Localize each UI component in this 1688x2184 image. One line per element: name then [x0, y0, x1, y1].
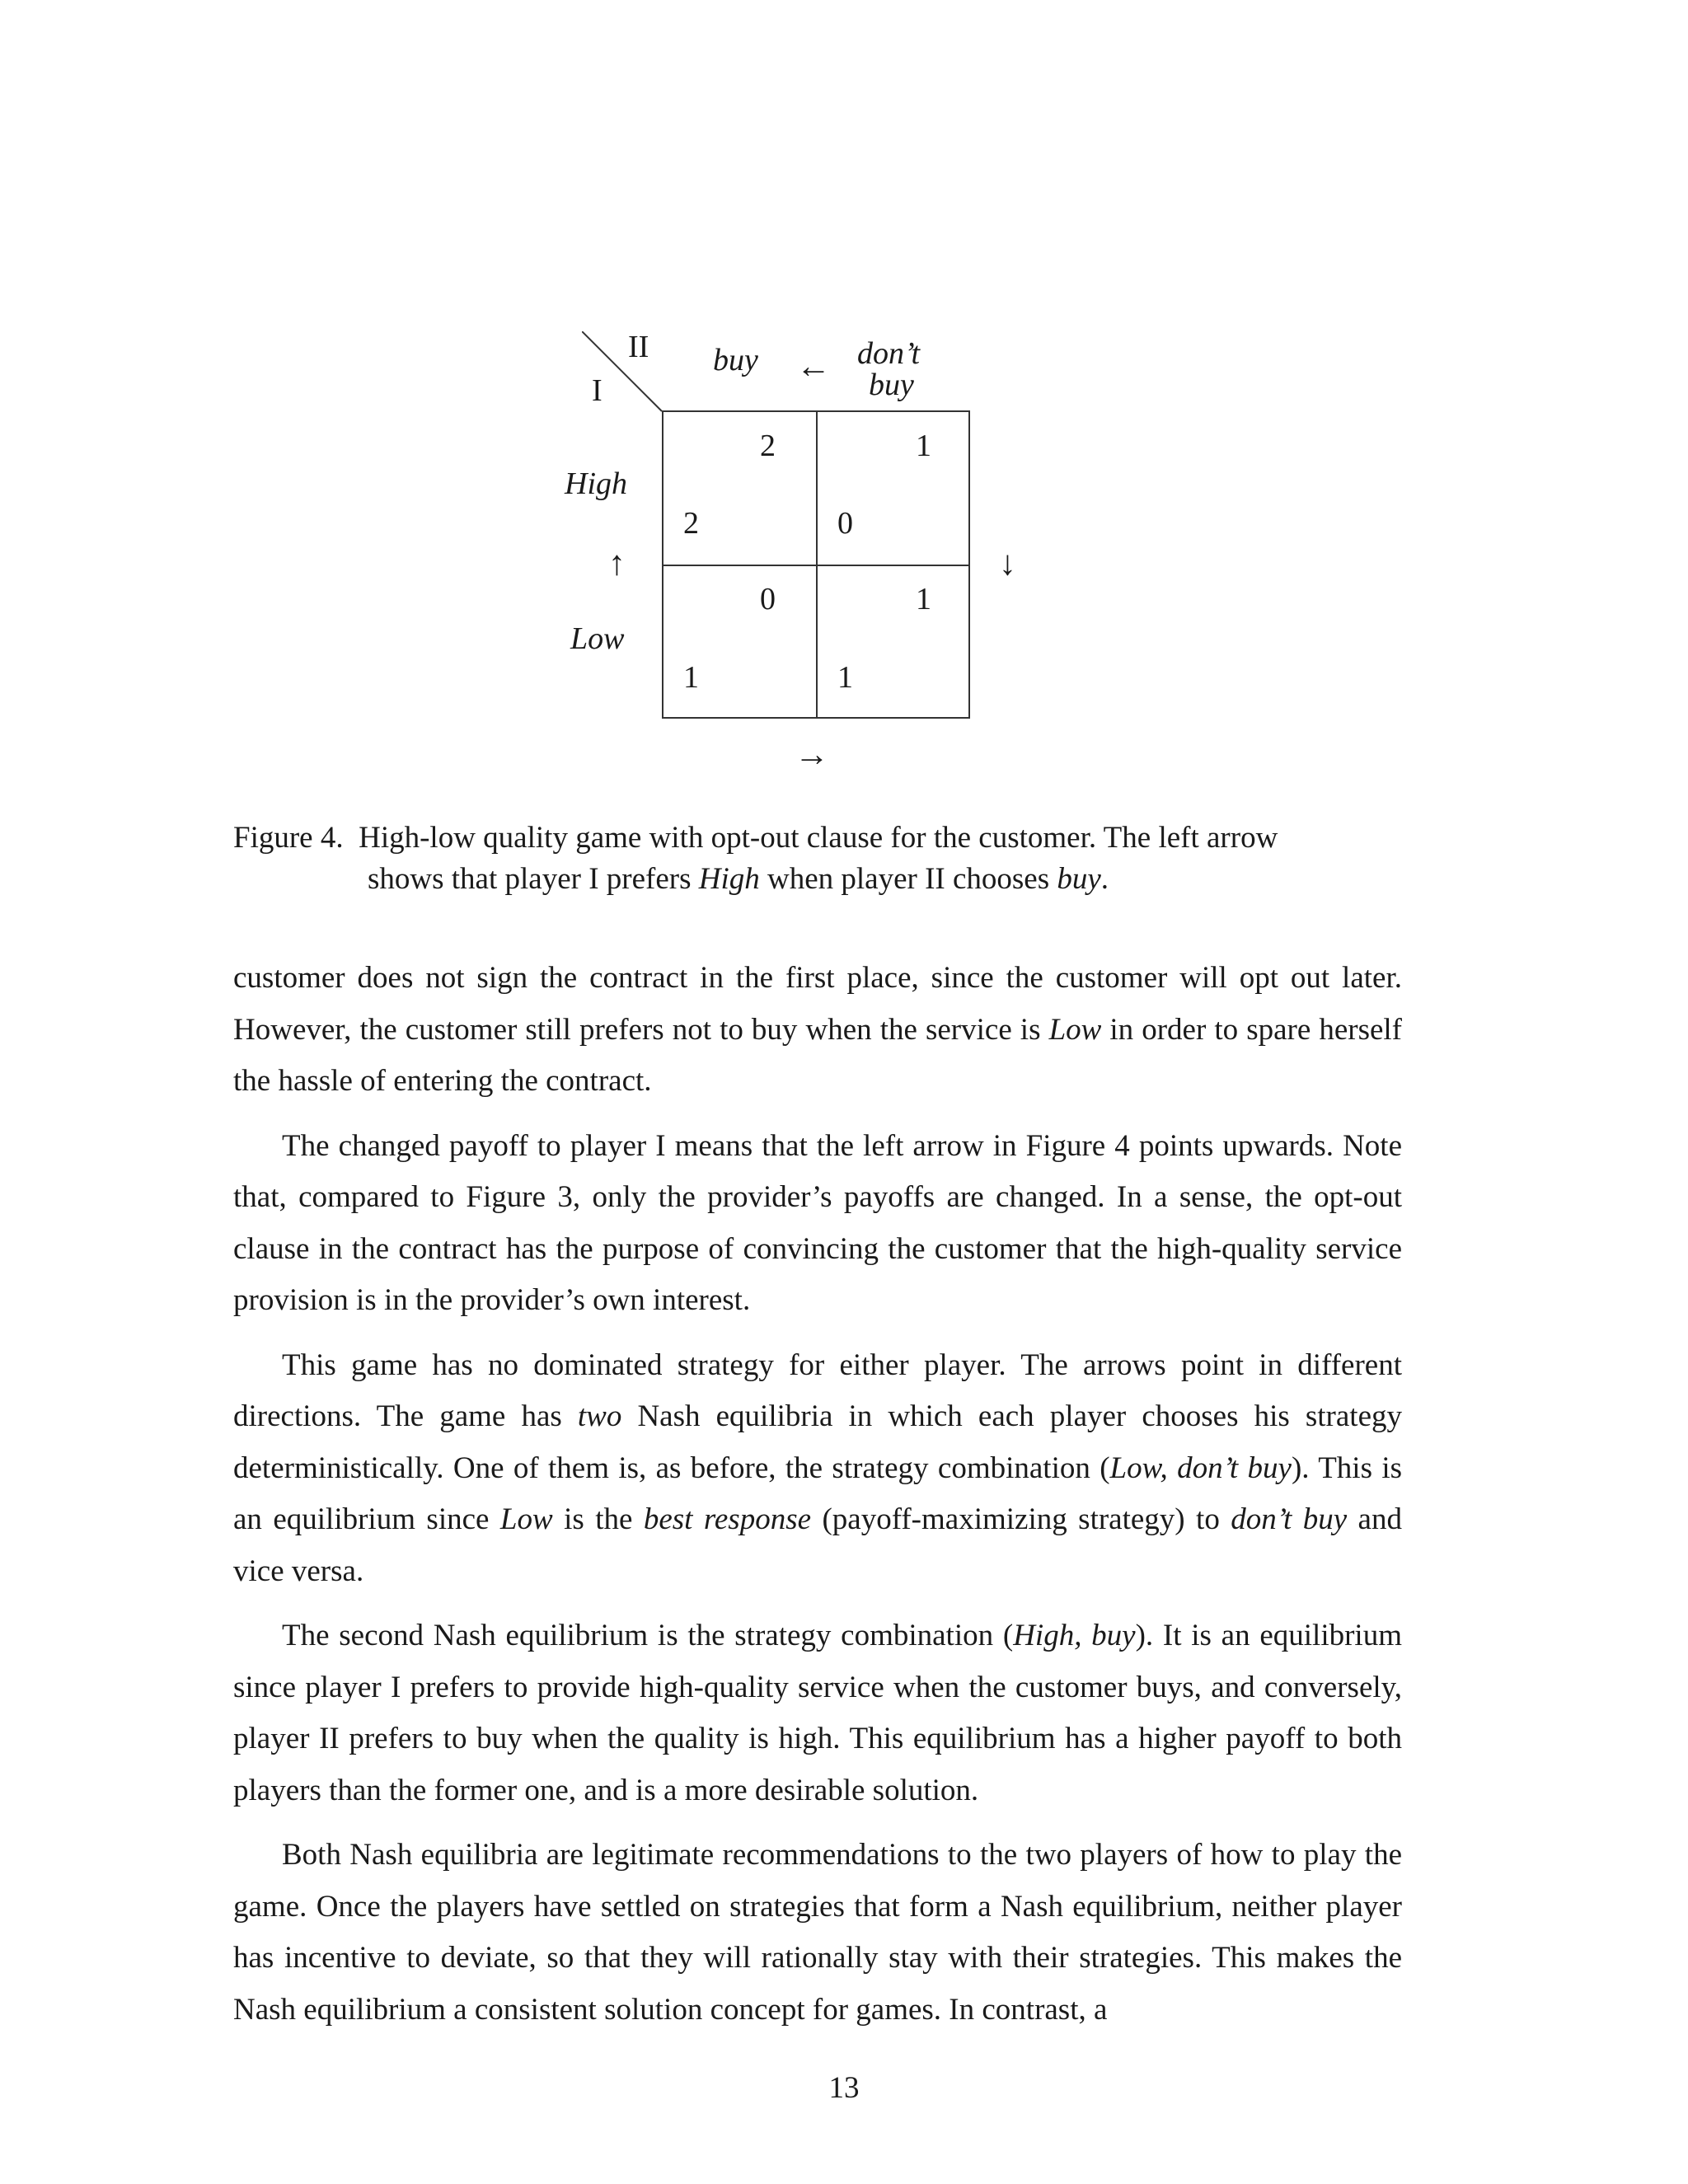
caption-line-2	[233, 859, 1404, 900]
caption-label: Figure 4.	[233, 821, 344, 855]
p3-e: (payoff-maximizing strategy) to	[811, 1502, 1231, 1536]
p3-low-dont-buy: Low, don’t buy	[1109, 1451, 1292, 1485]
column-player-label: II	[628, 330, 649, 364]
payoff-high-buy-player-I: 2	[683, 506, 699, 541]
paragraph-5: Both Nash equilibria are legitimate recommendations to the two players of how to play the game. Once the players have settled on strategies that form a Nash equilibrium, neither player has incentive to deviate, so that they will rationally stay with their strategies. This makes the Nash equilibrium a consistent solution concept for games. In contrast, a	[233, 1838, 1402, 2027]
payoff-low-buy-player-I: 1	[683, 660, 699, 695]
caption-high: High	[698, 862, 760, 896]
p3-f: and vice versa.	[233, 1502, 1402, 1588]
p3-c: ). This is an equilibrium since	[233, 1451, 1402, 1536]
column-strategy-buy: buy	[713, 343, 758, 377]
bottom-arrow-right: →	[795, 736, 829, 774]
p3-best-response: best response	[643, 1502, 812, 1536]
paragraph-2: The changed payoff to player I means that the left arrow in Figure 4 points upwards. Note that, compared to Figure 3, only the provider’s payoffs are changed. In a sense, the opt-out clause in the contract has the purpose of convincing the customer that the high-quality service provision is in the provider’s own interest.	[233, 1128, 1402, 1317]
payoff-high-dontbuy-player-I: 0	[837, 506, 853, 541]
game-figure	[0, 0, 1688, 791]
p3-low: Low	[499, 1502, 553, 1536]
payoff-high-dontbuy-player-II: 1	[916, 429, 931, 463]
p4-a: The second Nash equilibrium is the strategy combination (	[282, 1619, 1014, 1652]
figure-caption	[233, 818, 1404, 900]
p1-end: in order to spare herself the hassle of entering the contract.	[233, 1012, 1403, 1098]
caption-text-b1: shows that player I prefers	[368, 862, 699, 896]
left-arrow-up: ↑	[608, 545, 626, 583]
row-player-label: I	[592, 373, 603, 408]
paragraph-3	[233, 1340, 1402, 1598]
right-arrow-down: ↓	[999, 545, 1016, 583]
p4-high-buy: High, buy	[1013, 1619, 1136, 1652]
p3-b: Nash equilibria in which each player chooses his strategy deterministically. One of them is, as before, the strategy combination (	[233, 1399, 1402, 1485]
caption-line-1	[233, 818, 1404, 859]
payoff-low-buy-player-II: 0	[760, 582, 776, 616]
column-strategy-buy-2: buy	[869, 368, 914, 402]
row-strategy-low: Low	[570, 621, 625, 656]
paragraph-1	[233, 953, 1402, 1108]
p3-d: is the	[552, 1502, 644, 1536]
payoff-high-buy-player-II: 2	[760, 429, 776, 463]
caption-buy: buy	[1057, 862, 1101, 896]
caption-text-a: High-low quality game with opt-out clause for the customer. The left arrow	[359, 821, 1278, 855]
p3-a: This game has no dominated strategy for either player. The arrows point in different directions. The game has	[233, 1347, 1402, 1433]
page-number: 13	[828, 2071, 860, 2105]
payoff-low-dontbuy-player-II: 1	[916, 582, 931, 616]
p3-dont-buy: don’t buy	[1231, 1502, 1348, 1536]
column-strategy-dont: don’t	[857, 336, 920, 371]
caption-text-b3: when player II chooses	[759, 862, 1057, 896]
top-arrow-left: ←	[796, 348, 831, 386]
row-strategy-high: High	[565, 466, 627, 501]
caption-period: .	[1100, 862, 1109, 896]
p1-text: customer does not sign the contract in the first place, since the customer will opt out later. However, the customer still prefers not to buy when the service is	[233, 961, 1402, 1047]
payoff-low-dontbuy-player-I: 1	[837, 660, 853, 695]
p3-two: two	[577, 1399, 622, 1433]
p4-b: ). It is an equilibrium since player I prefers to provide high-quality service when the customer buys, and conversely, player II prefers to buy when the quality is high. This equilibrium has a higher payoff to both players than the former one, and is a more desirable solution.	[233, 1619, 1402, 1807]
paragraph-4	[233, 1610, 1402, 1816]
matrix-horizontal-divider	[663, 565, 968, 566]
p1-low: Low	[1048, 1012, 1102, 1047]
body-text	[233, 953, 1402, 2049]
